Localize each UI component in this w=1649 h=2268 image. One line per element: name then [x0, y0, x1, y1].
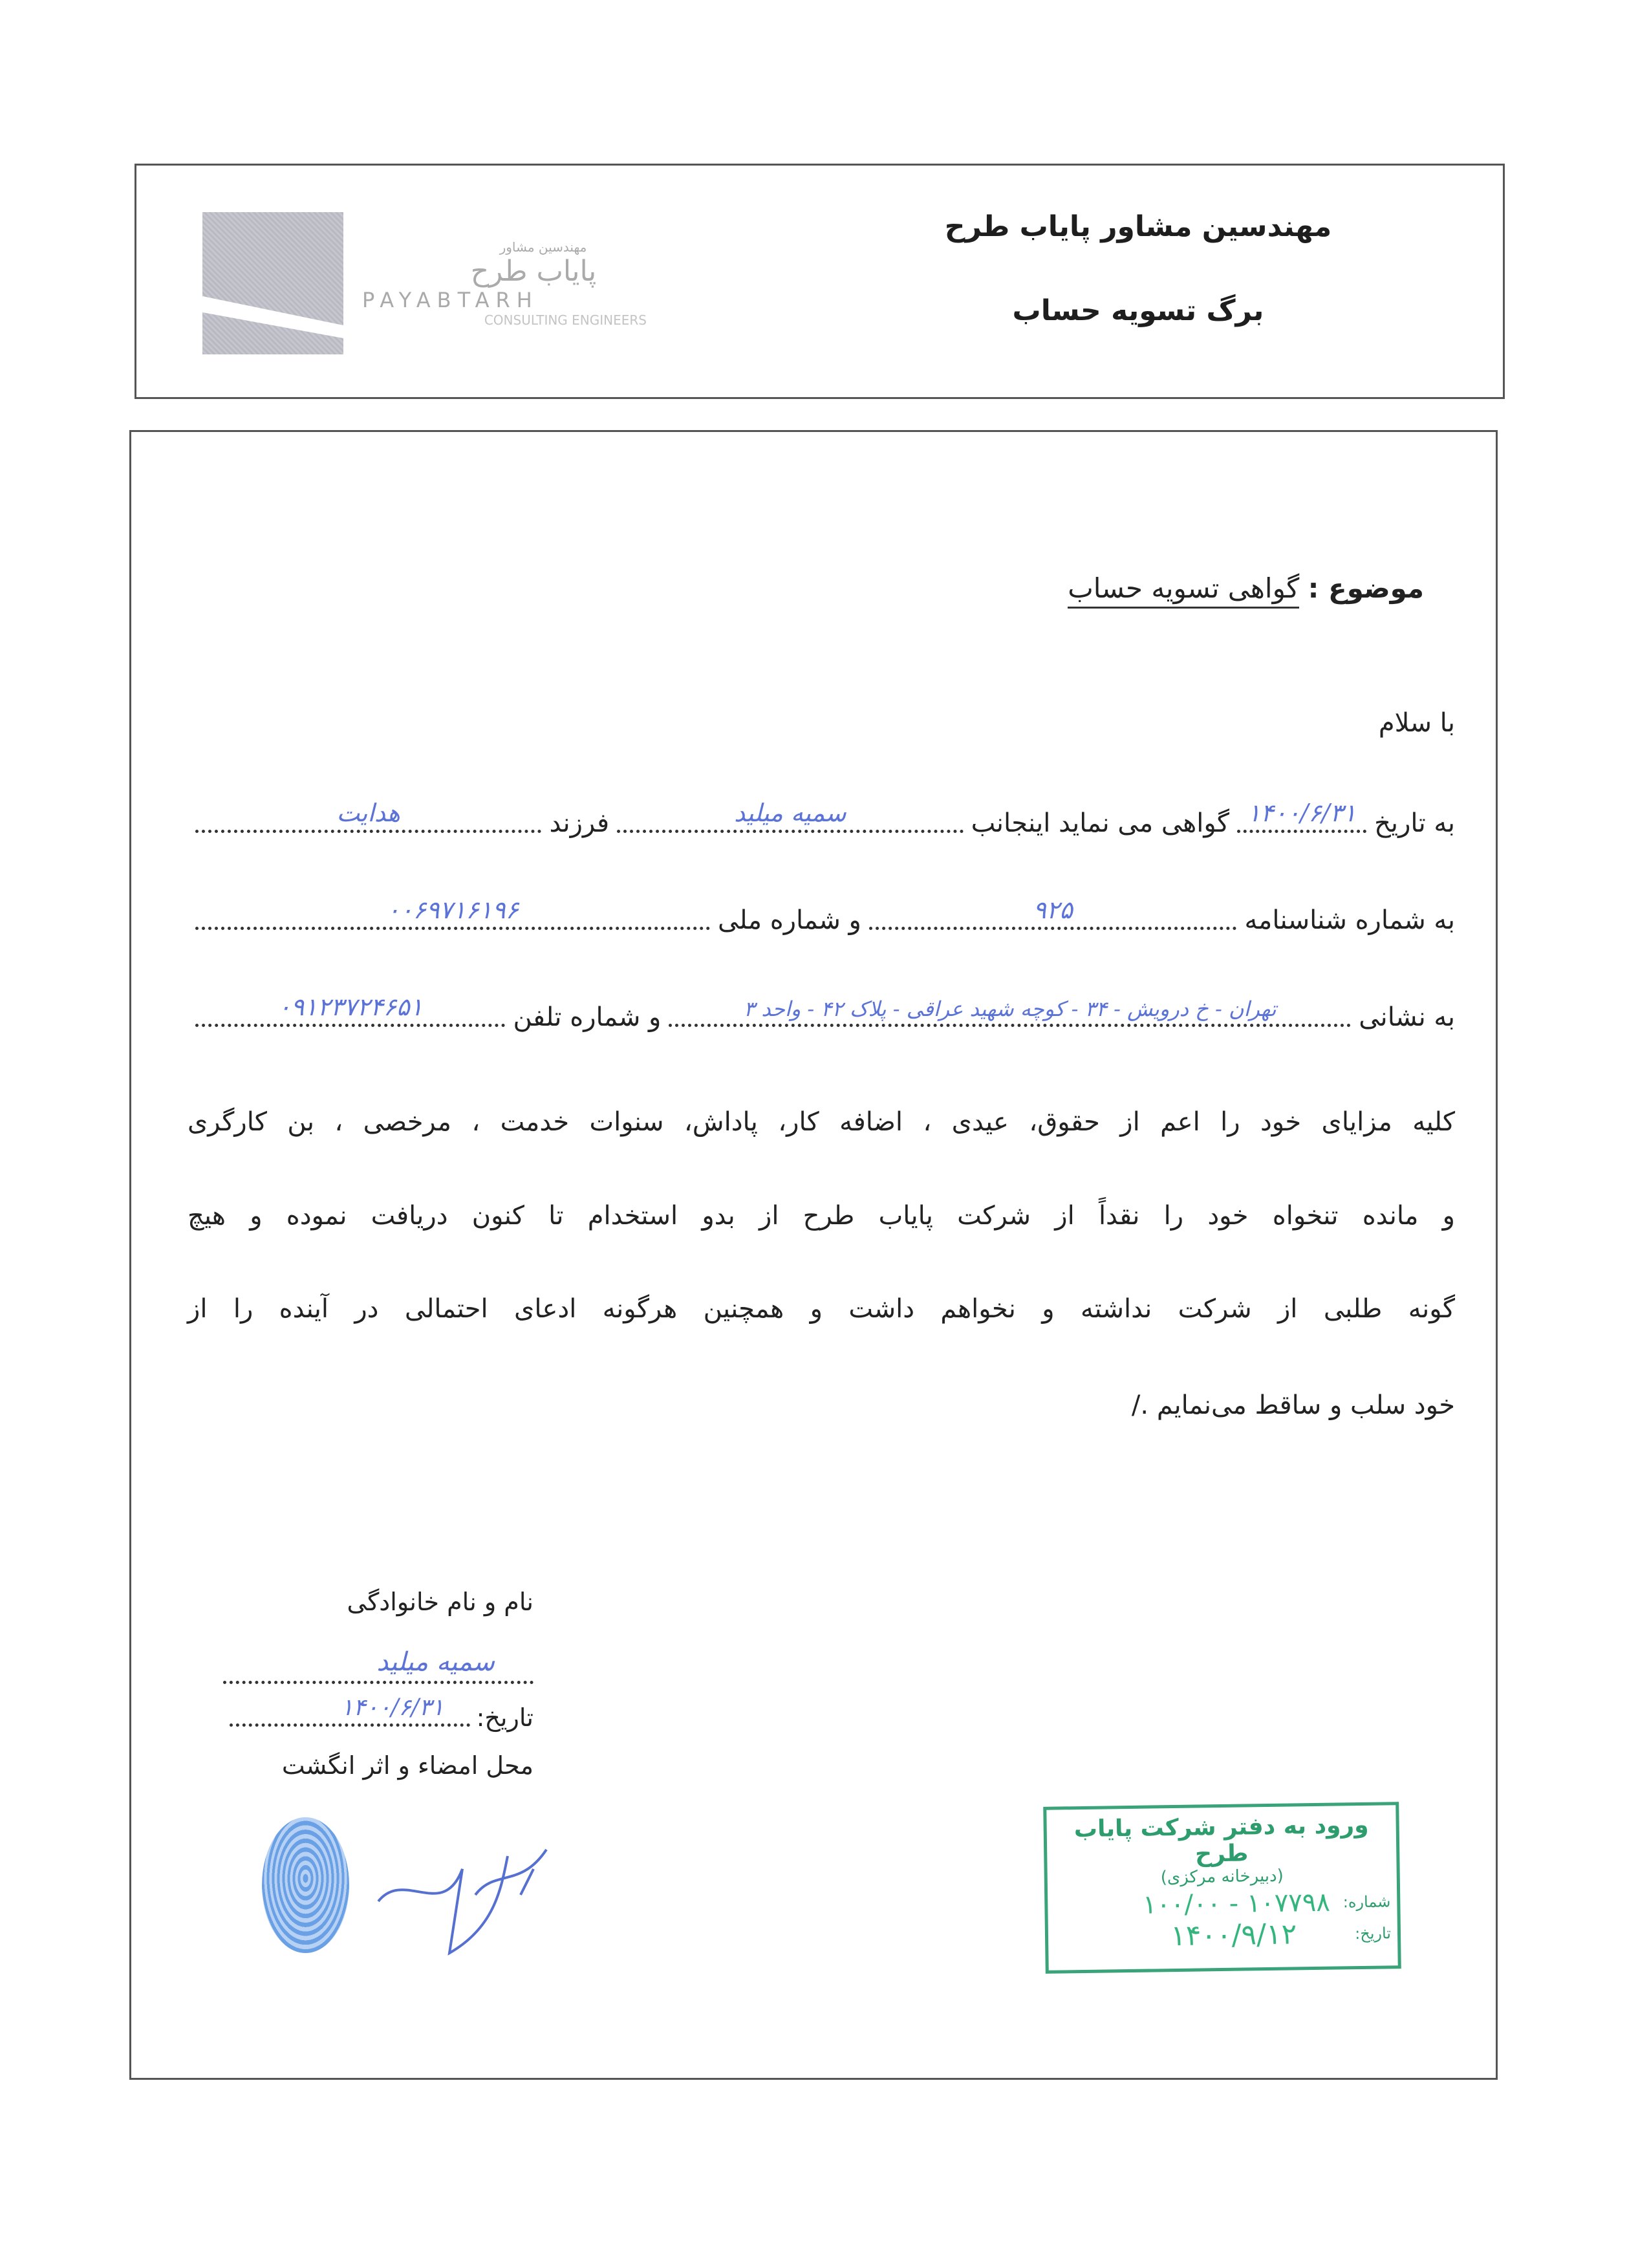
- label: به شماره شناسنامه: [1244, 905, 1455, 935]
- id-number-field: ۹۲۵: [869, 927, 1237, 930]
- line-date-name: [188, 799, 1455, 838]
- body-line: و مانده تنخواه خود را نقداً از شرکت پایاب طرح از بدو استخدام تا کنون دریافت نموده و هیچ: [188, 1201, 1455, 1231]
- label: به نشانی: [1359, 1002, 1455, 1032]
- logo-mark: [202, 212, 343, 354]
- father-name-field: هدایت: [195, 830, 542, 833]
- greeting: با سلام: [1378, 708, 1455, 738]
- fingerprint: [262, 1817, 349, 1953]
- body-line: خود سلب و ساقط می‌نمایم ./: [1131, 1390, 1455, 1420]
- logo-text: مهندسین مشاور پایاب طرح PAYABTARH CONSULTING ENGINEERS: [362, 239, 647, 328]
- date-row: تاریخ: ۱۴۰۰/۶/۳۱: [223, 1703, 534, 1732]
- subject-value: گواهی تسویه حساب: [1068, 572, 1299, 609]
- date-field: ۱۴۰۰/۶/۳۱: [1237, 830, 1366, 833]
- label: و شماره تلفن: [513, 1002, 662, 1032]
- subject-label: موضوع :: [1308, 572, 1424, 604]
- label: فرزند: [549, 808, 610, 838]
- line-id: [188, 896, 1455, 935]
- label: گواهی می نماید اینجانب: [971, 808, 1230, 838]
- form-title: برگ تسویه حساب: [1012, 294, 1264, 327]
- body-line: کلیه مزایای خود را اعم از حقوق، عیدی ، اضافه کار، پاداش، سنوات خدمت ، مرخصی ، بن کارگری: [188, 1107, 1455, 1137]
- name-label: نام و نام خانوادگی: [347, 1588, 534, 1616]
- date-field: ۱۴۰۰/۶/۳۱: [230, 1723, 470, 1727]
- signature-scribble: [365, 1830, 553, 1960]
- name-field: سمیه میلید: [223, 1616, 534, 1684]
- national-id-field: ۰۰۶۹۷۱۶۱۹۶: [195, 927, 710, 930]
- body-line: گونه طلبی از شرکت نداشته و نخواهم داشت و همچنین هرگونه ادعای احتمالی در آینده را از: [188, 1294, 1455, 1324]
- logo-stripe-icon: [202, 212, 343, 354]
- sign-label: محل امضاء و اثر انگشت: [281, 1751, 534, 1780]
- line-address: [188, 993, 1455, 1032]
- signature-block: [223, 1588, 534, 1780]
- label: و شماره ملی: [718, 905, 861, 935]
- label: به تاریخ: [1374, 808, 1455, 838]
- address-field: تهران - خ درویش - ۳۴ - کوچه شهید عراقی - پلاک ۴۲ - واحد ۳: [669, 1024, 1351, 1027]
- name-field: سمیه میلید: [617, 830, 964, 833]
- subject: [1068, 572, 1424, 604]
- registry-stamp: ورود به دفتر شرکت پایاب طرح (دبیرخانه مرکزی) شماره: ۱۰۷۷۹۸ - ۱۰۰/۰۰ تاریخ: ۱۴۰۰/۹/۱۲: [1043, 1802, 1401, 1974]
- company-name: مهندسین مشاور پایاب طرح: [944, 210, 1332, 243]
- phone-field: ۰۹۱۲۳۷۲۴۶۵۱: [195, 1024, 505, 1027]
